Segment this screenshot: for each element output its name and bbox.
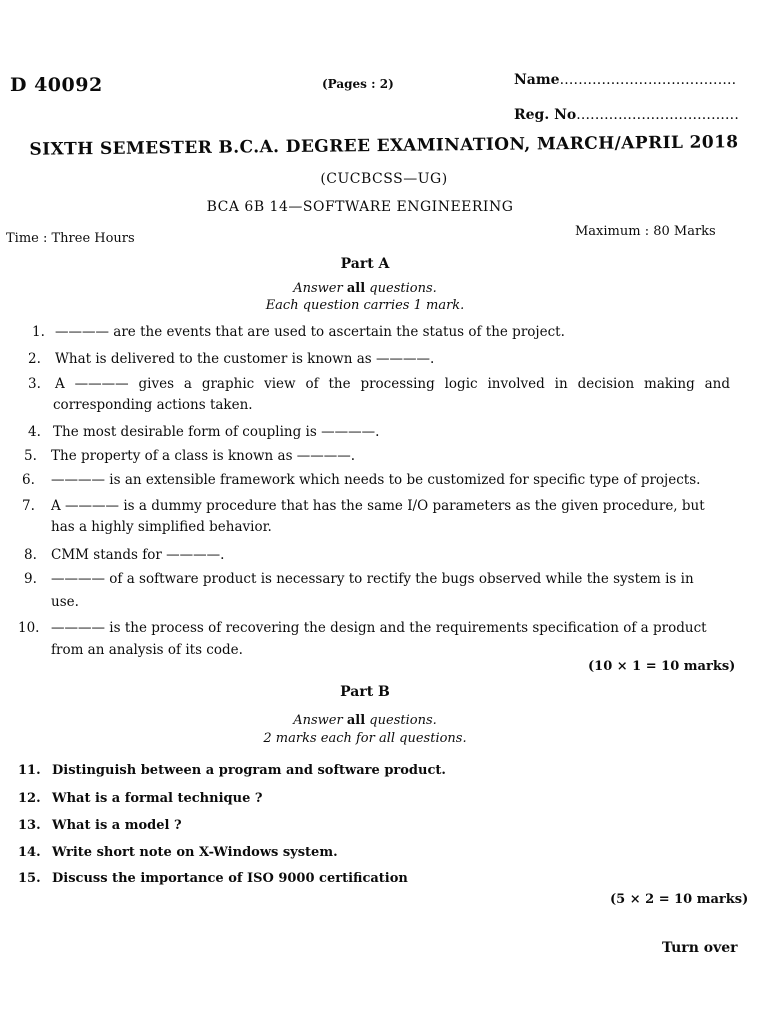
reg-no-field [514,107,739,123]
question-text: What is delivered to the customer is known as ————. [55,351,435,367]
question-text: What is a formal technique ? [52,791,263,806]
exam-time: Time : Three Hours [6,231,135,246]
question-text: ———— is an extensible framework which needs to be customized for specific type of projects. [51,472,701,488]
name-dots: ...................................... [559,72,737,88]
question-number: 11. [18,763,41,778]
question-number: 3. [28,376,41,392]
maximum-marks: Maximum : 80 Marks [575,224,716,239]
part-b-instruction-prefix: Answer [293,713,347,728]
part-b-heading: Part B [340,684,390,700]
question-text: ———— is the process of recovering the design and the requirements specification of a product [51,620,707,636]
part-a-instruction-bold: all [346,281,366,296]
question-text: ———— are the events that are used to ascertain the status of the project. [55,324,565,340]
question-text-continued: use. [51,594,79,610]
question-text: ———— of a software product is necessary to rectify the bugs observed while the system is in [51,571,694,587]
part-b-instruction-1 [0,713,730,728]
question-number: 9. [24,571,37,587]
part-b-instruction-2: 2 marks each for all questions. [263,731,467,746]
question-number: 7. [22,498,35,514]
part-b-marks: (5 × 2 = 10 marks) [610,892,749,907]
question-number: 12. [18,791,41,806]
question-number: 8. [24,547,37,563]
name-label: Name [514,72,560,88]
part-a-instruction-suffix: questions. [365,281,437,296]
part-a-instruction-1 [0,281,730,296]
page-count: (Pages : 2) [322,77,394,91]
question-number: 5. [24,448,37,464]
question-text: Distinguish between a program and software product. [52,763,446,778]
question-text: Write short note on X-Windows system. [52,845,338,860]
question-text: Discuss the importance of ISO 9000 certification [52,871,408,886]
question-number: 10. [18,620,40,636]
turn-over-note: Turn over [662,940,738,956]
question-text: A ———— gives a graphic view of the processing logic involved in decision making and [55,376,730,392]
question-text: The property of a class is known as ————. [51,448,356,464]
question-number: 2. [28,351,41,367]
reg-no-dots: ................................... [576,107,739,123]
question-text-continued: has a highly simplified behavior. [51,519,272,535]
exam-scheme: (CUCBCSS—UG) [320,171,448,187]
part-b-instruction-bold: all [346,713,366,728]
part-a-marks: (10 × 1 = 10 marks) [588,659,736,674]
exam-subject: BCA 6B 14—SOFTWARE ENGINEERING [206,199,514,215]
part-b-instruction-suffix: questions. [365,713,437,728]
paper-code: D 40092 [10,74,103,96]
question-number: 14. [18,845,41,860]
reg-no-label: Reg. No [514,107,577,123]
question-text-continued: corresponding actions taken. [53,397,253,413]
question-number: 1. [32,324,45,340]
question-number: 4. [28,424,41,440]
question-number: 6. [22,472,35,488]
question-number: 13. [18,818,41,833]
name-field [514,72,736,88]
question-text: A ———— is a dummy procedure that has the same I/O parameters as the given procedure, but [51,498,705,514]
question-text: CMM stands for ————. [51,547,225,563]
part-a-heading: Part A [340,256,390,272]
question-number: 15. [18,871,41,886]
question-text: What is a model ? [52,818,182,833]
exam-title: SIXTH SEMESTER B.C.A. DEGREE EXAMINATION, MARCH/APRIL 2018 [29,132,739,160]
question-text-continued: from an analysis of its code. [51,642,243,658]
question-text: The most desirable form of coupling is ————. [53,424,380,440]
part-a-instruction-2: Each question carries 1 mark. [265,298,465,313]
part-a-instruction-prefix: Answer [293,281,347,296]
